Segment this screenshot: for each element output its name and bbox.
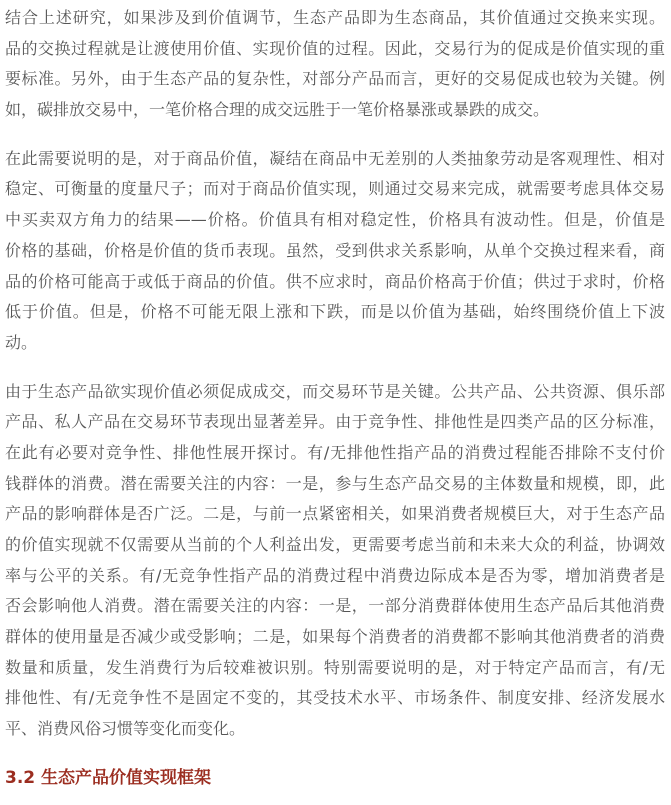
paragraph-2 bbox=[5, 144, 665, 359]
paragraph-line: 稳定、可衡量的度量尺子；而对于商品价值实现，则通过交易来完成，就需要考虑具体交易 bbox=[5, 179, 665, 199]
paragraph-line: 品的交换过程就是让渡使用价值、实现价值的过程。因此，交易行为的促成是价值实现的重 bbox=[5, 38, 665, 58]
paragraph-line: 价格的基础，价格是价值的货币表现。虽然，受到供求关系影响，从单个交换过程来看，商 bbox=[5, 240, 665, 260]
paragraph-line: 平、消费风俗习惯等变化而变化。 bbox=[5, 719, 246, 739]
paragraph-line: 否会影响他人消费。潜在需要关注的内容：一是，一部分消费群体使用生态产品后其他消费 bbox=[5, 596, 665, 616]
paragraph-1 bbox=[5, 3, 665, 126]
paragraph-line: 产品、私人产品在交易环节表现出显著差异。由于竞争性、排他性是四类产品的区分标准， bbox=[5, 412, 665, 432]
paragraph-line: 群体的使用量是否减少或受影响；二是，如果每个消费者的消费都不影响其他消费者的消费 bbox=[5, 627, 665, 647]
paragraph-line: 低于价值。但是，价格不可能无限上涨和下跌，而是以价值为基础，始终围绕价值上下波 bbox=[5, 302, 665, 322]
paragraph-line: 由于生态产品欲实现价值必须促成成交，而交易环节是关键。公共产品、公共资源、俱乐部 bbox=[5, 381, 665, 401]
article-body bbox=[5, 3, 665, 794]
paragraph-line: 结合上述研究，如果涉及到价值调节，生态产品即为生态商品，其价值通过交换来实现。 bbox=[5, 8, 665, 27]
paragraph-line: 钱群体的消费。潜在需要关注的内容：一是，参与生态产品交易的主体数量和规模，即，此 bbox=[5, 473, 665, 493]
paragraph-line: 要标准。另外，由于生态产品的复杂性，对部分产品而言，更好的交易促成也较为关键。例 bbox=[5, 69, 665, 89]
paragraph-line: 动。 bbox=[5, 332, 38, 352]
paragraph-line: 数量和质量，发生消费行为后较难被识别。特别需要说明的是，对于特定产品而言，有/无 bbox=[5, 657, 665, 677]
paragraph-line: 在此有必要对竞争性、排他性展开探讨。有/无排他性指产品的消费过程能否排除不支付价 bbox=[5, 442, 665, 462]
paragraph-line: 率与公平的关系。有/无竞争性指产品的消费过程中消费边际成本是否为零，增加消费者是 bbox=[5, 565, 665, 585]
paragraph-3 bbox=[5, 377, 665, 745]
paragraph-line: 在此需要说明的是，对于商品价值，凝结在商品中无差别的人类抽象劳动是客观理性、相对 bbox=[5, 148, 665, 168]
paragraph-line: 产品的影响群体是否广泛。二是，与前一点紧密相关，如果消费者规模巨大，对于生态产品 bbox=[5, 504, 665, 524]
paragraph-line: 中买卖双方角力的结果——价格。价值具有相对稳定性，价格具有波动性。但是，价值是 bbox=[5, 210, 665, 230]
paragraph-line: 品的价格可能高于或低于商品的价值。供不应求时，商品价格高于价值；供过于求时，价格 bbox=[5, 271, 665, 291]
paragraph-line: 的价值实现就不仅需要从当前的个人利益出发，更需要考虑当前和未来大众的利益，协调效 bbox=[5, 535, 665, 554]
paragraph-line: 排他性、有/无竞争性不是固定不变的，其受技术水平、市场条件、制度安排、经济发展水 bbox=[5, 688, 665, 708]
section-heading: 3.2 生态产品价值实现框架 bbox=[5, 767, 212, 788]
paragraph-line: 如，碳排放交易中，一笔价格合理的成交远胜于一笔价格暴涨或暴跌的成交。 bbox=[5, 100, 550, 120]
